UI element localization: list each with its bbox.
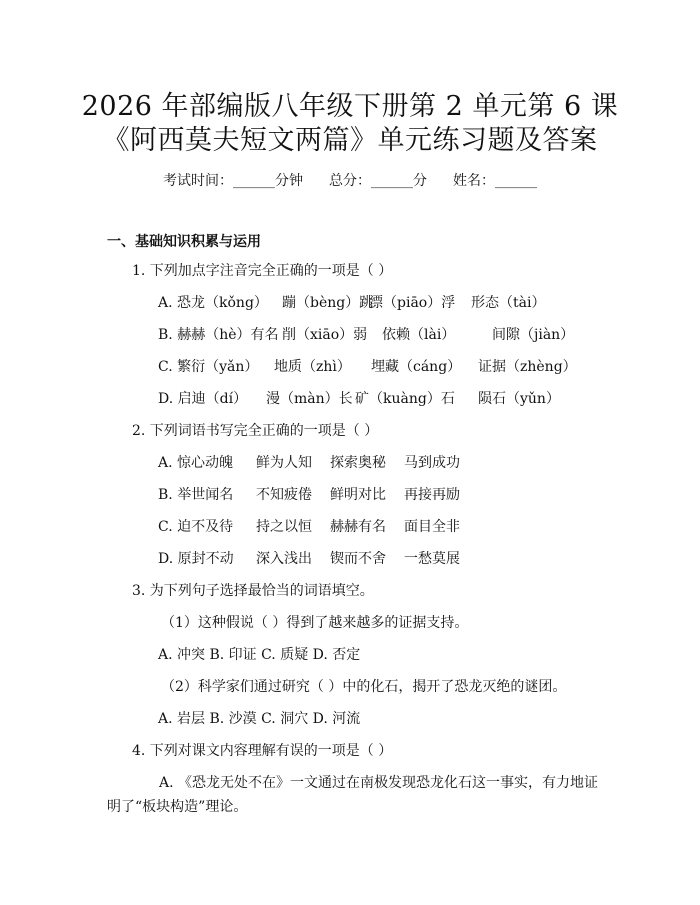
q2-c-item-1: C. 迫不及待 bbox=[158, 519, 234, 535]
q1-c-item-2: 地质（zhì） bbox=[274, 359, 351, 375]
q1-d-item-3: 矿（kuàng）石 bbox=[355, 391, 455, 407]
exam-time-field: 考试时间：______分钟 bbox=[163, 173, 303, 189]
q1-d-item-2: 漫（màn）长 bbox=[266, 391, 353, 407]
question-2-stem: 2. 下列词语书写完全正确的一项是（ ） bbox=[132, 423, 379, 439]
q2-a-item-1: A. 惊心动魄 bbox=[158, 455, 234, 471]
q1-d-item-4: 陨石（yǔn） bbox=[478, 391, 560, 407]
q1-c-item-4: 证据（zhèng） bbox=[478, 359, 577, 375]
q2-option-a bbox=[158, 454, 460, 472]
q2-option-c bbox=[158, 518, 460, 536]
question-3-stem: 3. 为下列句子选择最恰当的词语填空。 bbox=[132, 583, 374, 599]
q3-sub-1: （1）这种假说（ ）得到了越来越多的证据支持。 bbox=[161, 615, 469, 631]
q2-d-item-4: 一愁莫展 bbox=[404, 551, 460, 567]
q2-b-item-4: 再接再励 bbox=[404, 487, 460, 503]
q2-d-item-2: 深入浅出 bbox=[256, 551, 312, 567]
q2-option-d bbox=[158, 550, 460, 568]
q2-a-item-2: 鲜为人知 bbox=[256, 455, 312, 471]
q2-d-item-1: D. 原封不动 bbox=[158, 551, 234, 567]
document-title-line-1: 2026 年部编版八年级下册第 2 单元第 6 课 bbox=[81, 91, 619, 122]
student-name-field: 姓名：______ bbox=[453, 173, 537, 189]
q1-c-item-3: 埋藏（cáng） bbox=[371, 359, 462, 375]
q1-b-item-2: 削（xiāo）弱 bbox=[282, 327, 368, 343]
q2-b-item-2: 不知疲倦 bbox=[256, 487, 312, 503]
q4-option-a-line-2: 明了“板块构造”理论。 bbox=[107, 799, 248, 815]
question-4-stem: 4. 下列对课文内容理解有误的一项是（ ） bbox=[132, 743, 393, 759]
q1-option-d bbox=[158, 390, 560, 408]
section-heading: 一、基础知识积累与运用 bbox=[107, 234, 261, 250]
q1-b-item-3: 依赖（lài） bbox=[382, 327, 456, 343]
q1-d-item-1: D. 启迪（dí） bbox=[158, 391, 248, 407]
q3-sub-2: （2）科学家们通过研究（ ）中的化石，揭开了恐龙灭绝的谜团。 bbox=[161, 679, 567, 695]
total-score-field: 总分：______分 bbox=[329, 173, 427, 189]
q1-b-item-4: 间隙（jiàn） bbox=[492, 327, 575, 343]
q4-option-a-line-1: A. 《恐龙无处不在》一文通过在南极发现恐龙化石这一事实，有力地证 bbox=[159, 775, 599, 791]
exam-meta bbox=[0, 170, 700, 190]
q1-option-a bbox=[158, 294, 545, 312]
q2-c-item-4: 面目全非 bbox=[404, 519, 460, 535]
q2-b-item-3: 鲜明对比 bbox=[330, 487, 386, 503]
q1-a-item-2: 蹦（bèng）跳 bbox=[282, 295, 374, 311]
q1-option-b bbox=[158, 326, 574, 344]
q1-b-item-1: B. 赫赫（hè）有名 bbox=[158, 327, 279, 343]
q3-sub-2-options: A. 岩层 B. 沙漠 C. 洞穴 D. 河流 bbox=[158, 711, 361, 727]
q2-c-item-3: 赫赫有名 bbox=[330, 519, 386, 535]
q2-c-item-2: 持之以恒 bbox=[256, 519, 312, 535]
q3-sub-1-options: A. 冲突 B. 印证 C. 质疑 D. 否定 bbox=[158, 647, 361, 663]
q2-b-item-1: B. 举世闻名 bbox=[158, 487, 234, 503]
q2-option-b bbox=[158, 486, 460, 504]
q2-a-item-4: 马到成功 bbox=[404, 455, 460, 471]
q2-a-item-3: 探索奥秘 bbox=[330, 455, 386, 471]
q2-d-item-3: 锲而不舍 bbox=[330, 551, 386, 567]
q1-a-item-1: A. 恐龙（kǒng） bbox=[158, 295, 268, 311]
q1-a-item-4: 形态（tài） bbox=[471, 295, 546, 311]
q1-c-item-1: C. 繁衍（yǎn） bbox=[158, 359, 259, 375]
q1-a-item-3: 漂（piāo）浮 bbox=[369, 295, 456, 311]
document-title-line-2: 《阿西莫夫短文两篇》单元练习题及答案 bbox=[102, 125, 598, 156]
question-1-stem: 1. 下列加点字注音完全正确的一项是（ ） bbox=[132, 263, 393, 279]
q1-option-c bbox=[158, 358, 577, 376]
